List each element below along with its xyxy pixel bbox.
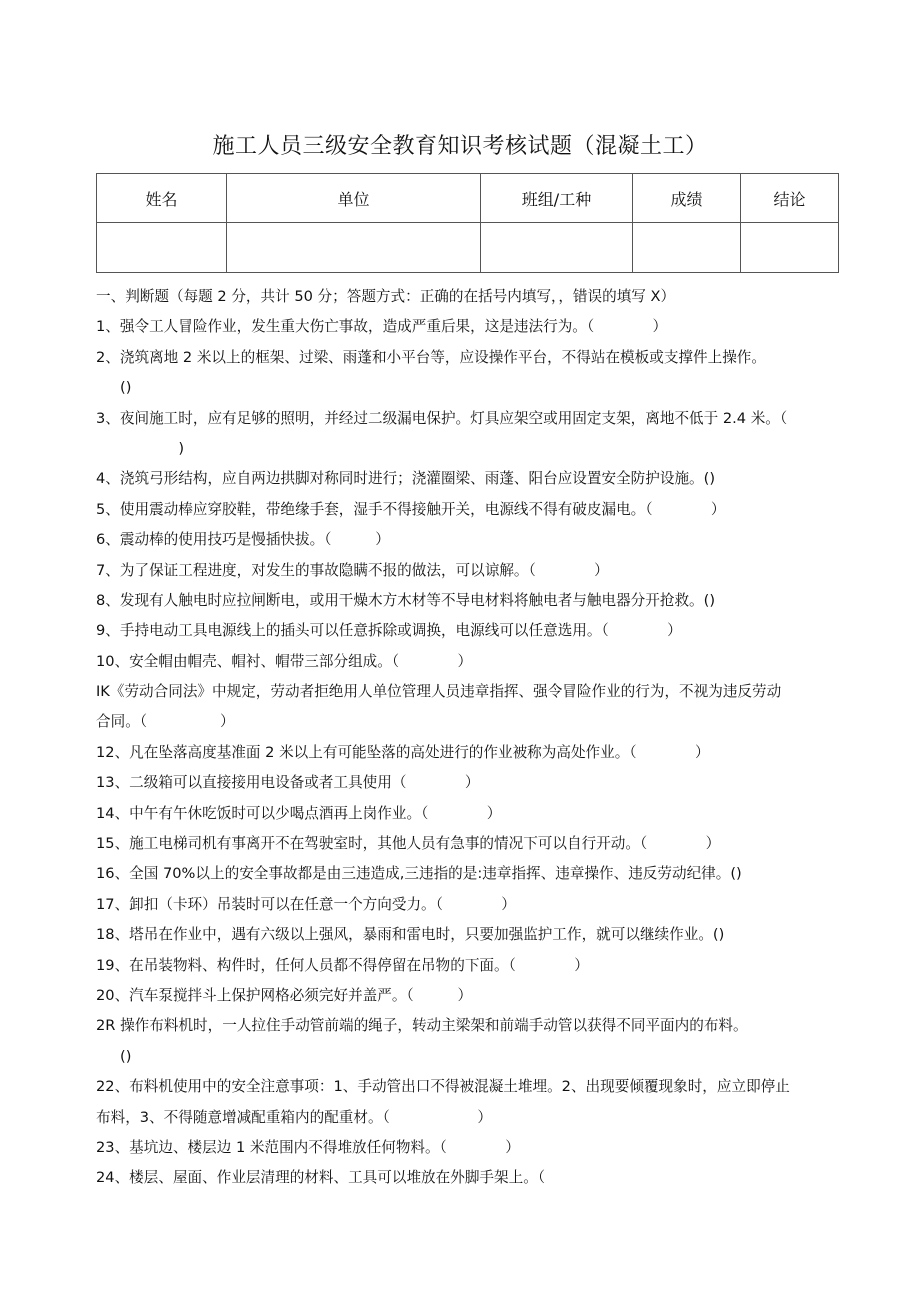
value-conclusion [741, 223, 839, 273]
section-heading: 一、判断题（每题 2 分，共计 50 分；答题方式：正确的在括号内填写，，错误的填写 X） [96, 288, 676, 305]
question-9: 9、手持电动工具电源线上的插头可以任意拆除或调换，电源线可以任意选用。（ ） [96, 622, 682, 640]
info-table [96, 173, 839, 273]
info-table-value-row [97, 223, 839, 273]
question-2: 2、浇筑离地 2 米以上的框架、过梁、雨蓬和小平台等，应设操作平台，不得站在模板或支撑件上操作。 [96, 348, 766, 366]
question-19: 19、在吊装物料、构件时，任何人员都不得停留在吊物的下面。（ ） [96, 956, 589, 974]
value-name [97, 223, 227, 273]
question-24: 24、楼层、屋面、作业层清理的材料、工具可以堆放在外脚手架上。（ [96, 1169, 546, 1187]
question-21-answer-blank: () [120, 1047, 132, 1065]
header-team-trade: 班组/工种 [481, 174, 633, 223]
question-8: 8、发现有人触电时应拉闸断电，或用干燥木方木材等不导电材料将触电者与触电器分开抢救。() [96, 591, 716, 609]
question-11: IK《劳动合同法》中规定，劳动者拒绝用人单位管理人员违章指挥、强令冒险作业的行为，不视为违反劳动 [96, 683, 782, 701]
header-conclusion: 结论 [741, 174, 839, 223]
question-13: 13、二级箱可以直接接用电设备或者工具使用（ ） [96, 774, 480, 792]
question-4: 4、浇筑弓形结构，应自两边拱脚对称同时进行；浇灌圈梁、雨蓬、阳台应设置安全防护设施。() [96, 470, 716, 488]
question-10: 10、安全帽由帽壳、帽衬、帽带三部分组成。（ ） [96, 652, 473, 670]
question-16: 16、全国 70%以上的安全事故都是由三违造成,三违指的是:违章指挥、违章操作、违反劳动纪律。() [96, 865, 742, 883]
question-3-answer-blank: ) [120, 439, 185, 457]
question-15: 15、施工电梯司机有事离开不在驾驶室时，其他人员有急事的情况下可以自行开动。（ ） [96, 835, 721, 853]
question-11-continued: 合同。（ ） [96, 713, 235, 731]
question-18: 18、塔吊在作业中，遇有六级以上强风，暴雨和雷电时，只要加强监护工作，就可以继续作业。() [96, 926, 725, 944]
value-score [633, 223, 741, 273]
question-6: 6、震动棒的使用技巧是慢插快拔。（ ） [96, 531, 390, 549]
question-20: 20、汽车泵搅拌斗上保护网格必须完好并盖严。（ ） [96, 986, 473, 1004]
question-17: 17、卸扣（卡环）吊装时可以在任意一个方向受力。（ ） [96, 895, 516, 913]
value-unit [227, 223, 481, 273]
header-name: 姓名 [97, 174, 227, 223]
value-team-trade [481, 223, 633, 273]
question-7: 7、为了保证工程进度，对发生的事故隐瞒不报的做法，可以谅解。（ ） [96, 561, 609, 579]
question-body [96, 282, 842, 1194]
question-3: 3、夜间施工时，应有足够的照明，并经过二级漏电保护。灯具应架空或用固定支架，离地不低于 2.4 米。（ [96, 409, 788, 427]
page-title: 施工人员三级安全教育知识考核试题（混凝土工） [212, 134, 708, 159]
header-score: 成绩 [633, 174, 741, 223]
question-22: 22、布料机使用中的安全注意事项：1、手动管出口不得被混凝土堆埋。2、出现要倾覆现象时，应立即停止 [96, 1078, 790, 1096]
question-1: 1、强令工人冒险作业，发生重大伤亡事故，造成严重后果，这是违法行为。（ ） [96, 318, 668, 336]
info-table-header-row [97, 174, 839, 223]
question-5: 5、使用震动棒应穿胶鞋，带绝缘手套，湿手不得接触开关，电源线不得有破皮漏电。（ ） [96, 500, 726, 518]
question-23: 23、基坑边、楼层边 1 米范围内不得堆放任何物料。（ ） [96, 1138, 520, 1156]
question-2-answer-blank: () [120, 379, 132, 397]
question-21: 2R 操作布料机时，一人拉住手动管前端的绳子，转动主梁架和前端手动管以获得不同平面内的布料。 [96, 1017, 748, 1035]
question-22-continued: 布料，3、不得随意增减配重箱内的配重材。（ ） [96, 1108, 493, 1126]
question-14: 14、中午有午休吃饭时可以少喝点酒再上岗作业。（ ） [96, 804, 502, 822]
header-unit: 单位 [227, 174, 481, 223]
question-12: 12、凡在坠落高度基准面 2 米以上有可能坠落的高处进行的作业被称为高处作业。（ ） [96, 743, 710, 761]
